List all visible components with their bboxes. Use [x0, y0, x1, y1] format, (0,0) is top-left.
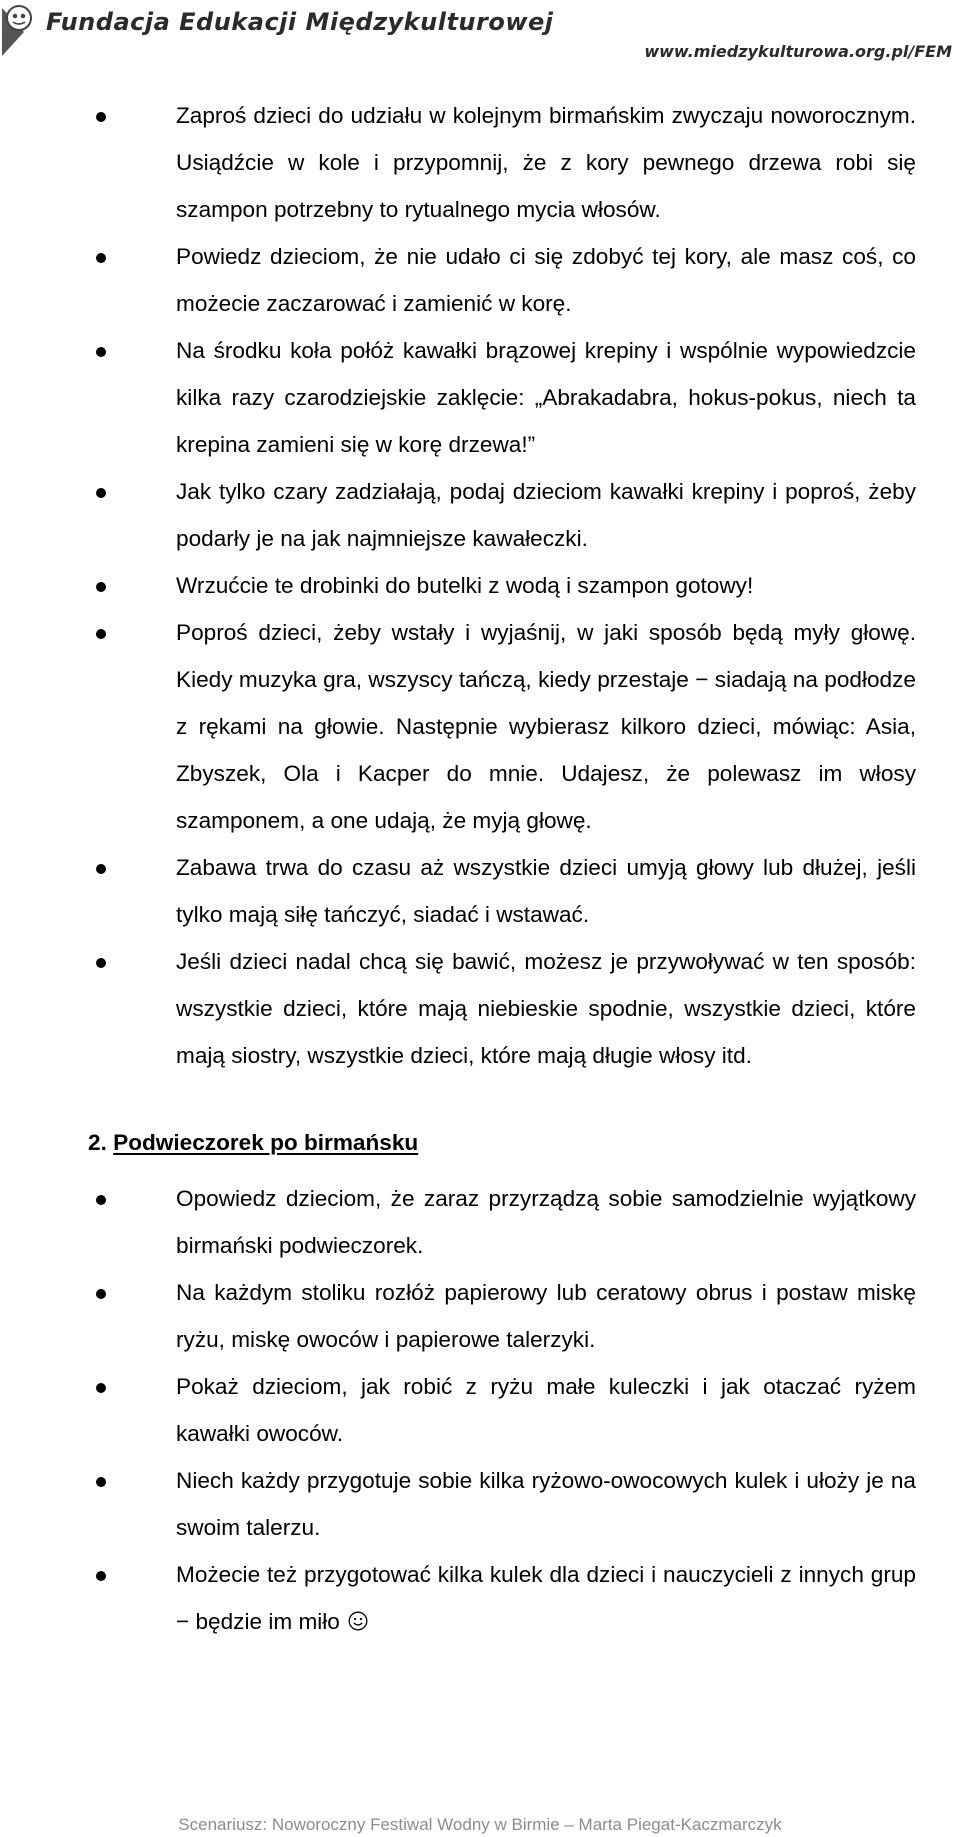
list-item: Zaproś dzieci do udziału w kolejnym birmańskim zwyczaju noworocznym. Usiądźcie w kole i przypomnij, że z kory pewnego drzewa robi się szampon potrzebny to rytualnego mycia włosów. [176, 92, 916, 233]
list-item-text: Możecie też przygotować kilka kulek dla dzieci i nauczycieli z innych grup − będzie im miło [176, 1562, 916, 1634]
list-item: Opowiedz dzieciom, że zaraz przyrządzą sobie samodzielnie wyjątkowy birmański podwieczorek. [176, 1175, 916, 1269]
section-heading [88, 1127, 960, 1159]
list-item: Jak tylko czary zadziałają, podaj dzieciom kawałki krepiny i poproś, żeby podarły je na jak najmniejsze kawałeczki. [176, 468, 916, 562]
list-item: Niech każdy przygotuje sobie kilka ryżowo-owocowych kulek i ułoży je na swoim talerzu. [176, 1457, 916, 1551]
smiley-face-icon [348, 1611, 368, 1631]
list-item: Pokaż dzieciom, jak robić z ryżu małe kuleczki i jak otaczać ryżem kawałki owoców. [176, 1363, 916, 1457]
organization-url: www.miedzykulturowa.org.pl/FEM [644, 42, 952, 61]
page-footer: Scenariusz: Noworoczny Festiwal Wodny w Birmie – Marta Piegat-Kaczmarczyk [178, 1815, 782, 1834]
list-item: Zabawa trwa do czasu aż wszystkie dzieci umyją głowy lub dłużej, jeśli tylko mają siłę tańczyć, siadać i wstawać. [176, 844, 916, 938]
activity-list-1 [0, 92, 960, 1079]
list-item [176, 1551, 916, 1645]
activity-list-2 [0, 1175, 960, 1645]
list-item: Na środku koła połóż kawałki brązowej krepiny i wspólnie wypowiedzcie kilka razy czarodziejskie zaklęcie: „Abrakadabra, hokus-pokus, niech ta krepina zamieni się w korę drzewa!” [176, 327, 916, 468]
section-number: 2. [88, 1130, 107, 1155]
section-title: Podwieczorek po birmańsku [113, 1130, 419, 1155]
foundation-logo-icon [2, 4, 46, 60]
list-item: Poproś dzieci, żeby wstały i wyjaśnij, w jaki sposób będą myły głowę. Kiedy muzyka gra, wszyscy tańczą, kiedy przestaje − siadają na podłodze z rękami na głowie. Następnie wybierasz kilkoro dzieci, mówiąc: Asia, Zbyszek, Ola i Kacper do mnie. Udajesz, że polewasz im włosy szamponem, a one udają, że myją głowę. [176, 609, 916, 844]
list-item: Na każdym stoliku rozłóż papierowy lub ceratowy obrus i postaw miskę ryżu, miskę owoców i papierowe talerzyki. [176, 1269, 916, 1363]
page-content [0, 92, 960, 1645]
list-item: Jeśli dzieci nadal chcą się bawić, możesz je przywoływać w ten sposób: wszystkie dzieci, które mają niebieskie spodnie, wszystkie dzieci, które mają siostry, wszystkie dzieci, które mają długie włosy itd. [176, 938, 916, 1079]
organization-name: Fundacja Edukacji Międzykulturowej [46, 8, 554, 36]
list-item: Powiedz dzieciom, że nie udało ci się zdobyć tej kory, ale masz coś, co możecie zaczarować i zamienić w korę. [176, 233, 916, 327]
list-item: Wrzućcie te drobinki do butelki z wodą i szampon gotowy! [176, 562, 916, 609]
page-header [0, 0, 960, 70]
